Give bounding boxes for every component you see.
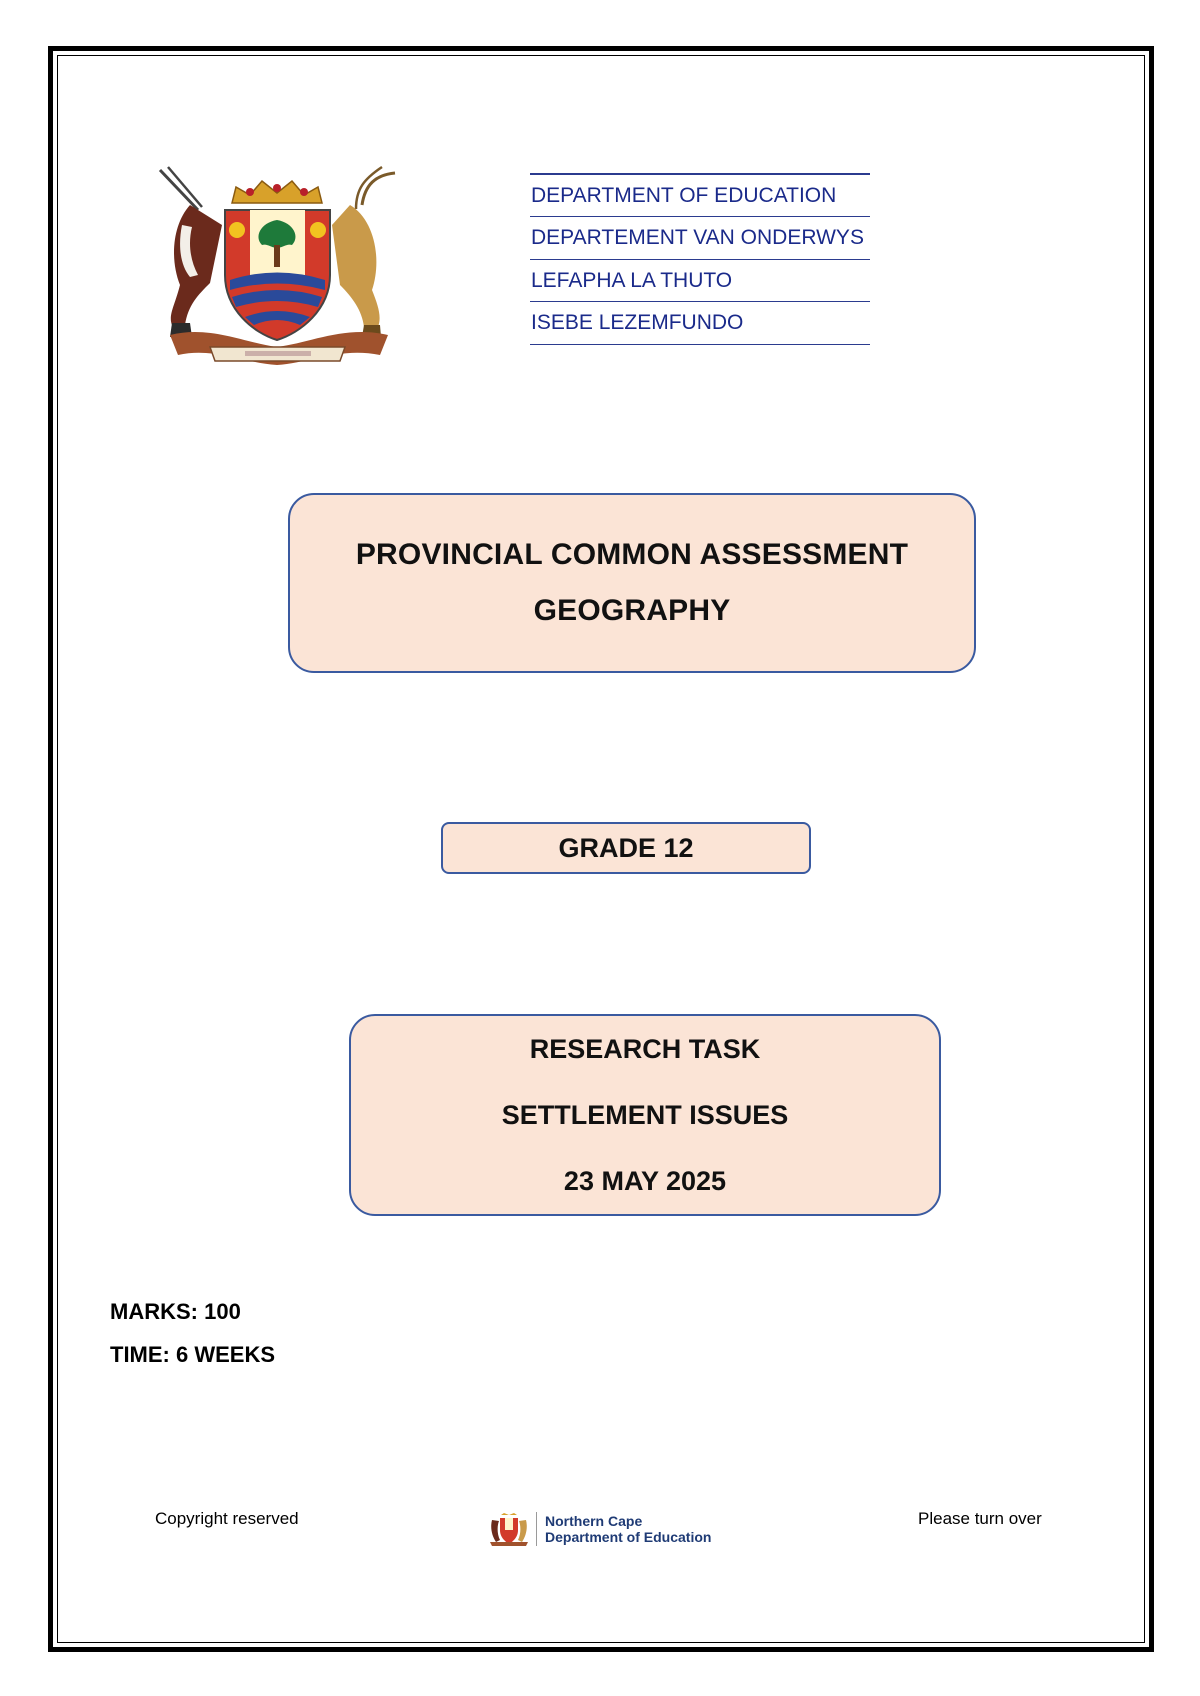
divider bbox=[536, 1512, 537, 1546]
task-info-box bbox=[349, 1014, 941, 1216]
coat-of-arms-small-icon bbox=[488, 1512, 530, 1546]
logo-line-1: Northern Cape bbox=[545, 1513, 643, 1529]
copyright-text: Copyright reserved bbox=[155, 1509, 299, 1528]
department-name: DEPARTEMENT VAN ONDERWYS bbox=[530, 217, 870, 260]
assessment-title-box bbox=[288, 493, 976, 673]
department-name: LEFAPHA LA THUTO bbox=[530, 260, 870, 303]
department-names-list bbox=[530, 173, 870, 345]
task-type: RESEARCH TASK bbox=[529, 1034, 761, 1064]
time-label: TIME: 6 WEEKS bbox=[110, 1342, 276, 1367]
footer-logo bbox=[488, 1512, 711, 1546]
grade-label: GRADE 12 bbox=[558, 832, 694, 863]
department-name: ISEBE LEZEMFUNDO bbox=[530, 302, 870, 345]
grade-box bbox=[441, 822, 811, 874]
logo-line-2: Department of Education bbox=[545, 1529, 712, 1545]
coat-of-arms-icon bbox=[150, 165, 405, 370]
task-date: 23 MAY 2025 bbox=[563, 1166, 727, 1196]
assessment-title: PROVINCIAL COMMON ASSESSMENT bbox=[355, 538, 909, 571]
department-name: DEPARTMENT OF EDUCATION bbox=[530, 175, 870, 218]
subject-title: GEOGRAPHY bbox=[533, 594, 731, 627]
marks-label: MARKS: 100 bbox=[110, 1299, 241, 1324]
turn-over-text: Please turn over bbox=[918, 1509, 1042, 1528]
task-topic: SETTLEMENT ISSUES bbox=[501, 1100, 789, 1130]
logo-text bbox=[545, 1513, 711, 1545]
